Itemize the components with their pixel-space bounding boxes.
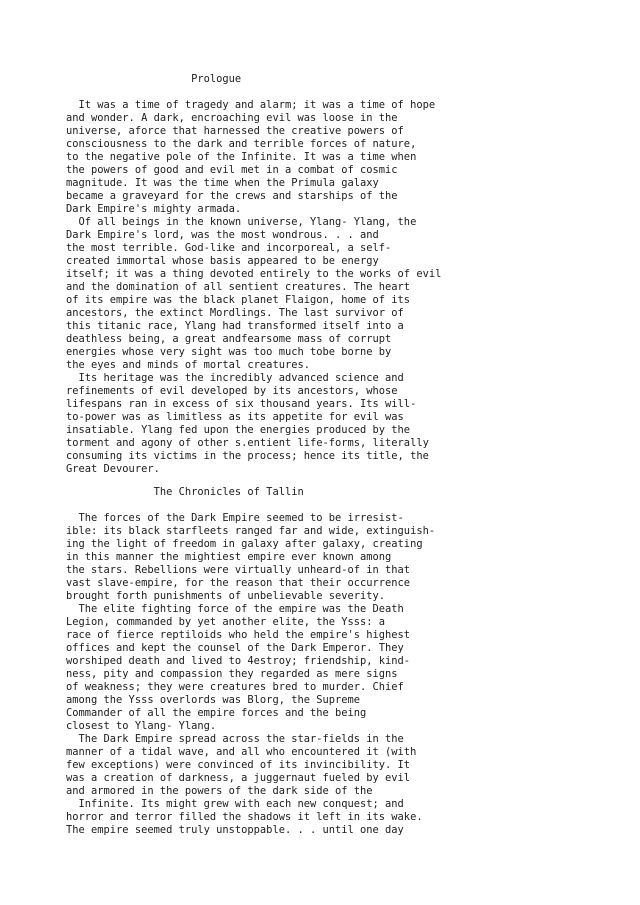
text-line: itself; it was a thing devoted entirely to the works of evil (66, 268, 442, 280)
text-line: deathless being, a great andfearsome mass of corrupt (66, 333, 392, 345)
text-line: of its empire was the black planet Flaigon, home of its (66, 294, 411, 306)
text-line: among the Ysss overlords was Blorg, the Supreme (66, 694, 361, 706)
text-line: Of all beings in the known universe, Ylang- Ylang, the (66, 216, 417, 228)
text-line: ancestors, the extinct Mordlings. The last survivor of (66, 307, 404, 319)
text-line: The empire seemed truly unstoppable. . . until one day (66, 824, 404, 836)
text-line: manner of a tidal wave, and all who encountered it (with (66, 746, 417, 758)
text-line: It was a time of tragedy and alarm; it was a time of hope (66, 99, 436, 111)
text-line: Great Devourer. (66, 463, 160, 475)
text-line: Legion, commanded by yet another elite, the Ysss: a (66, 616, 386, 628)
text-line: consciousness to the dark and terrible forces of nature, (66, 138, 417, 150)
text-line: ing the light of freedom in galaxy after galaxy, creating (66, 538, 423, 550)
text-line: consuming its victims in the process; hence its title, the (66, 450, 429, 462)
text-line: of weakness; they were creatures bred to murder. Chief (66, 681, 404, 693)
text-line: and armored in the powers of the dark side of the (66, 785, 373, 797)
text-line: Commander of all the empire forces and the being (66, 707, 367, 719)
text-line: brought forth punishments of unbelievable severity. (66, 590, 386, 602)
text-line: The elite fighting force of the empire was the Death (66, 603, 404, 615)
prologue-heading: Prologue (66, 73, 242, 85)
text-line: in this manner the mightiest empire ever known among (66, 551, 392, 563)
text-line: Its heritage was the incredibly advanced science and (66, 372, 404, 384)
text-line: lifespans ran in excess of six thousand years. Its will- (66, 398, 417, 410)
text-line: Infinite. Its might grew with each new conquest; and (66, 798, 404, 810)
text-line: and the domination of all sentient creatures. The heart (66, 281, 411, 293)
text-line: torment and agony of other s.entient life-forms, literally (66, 437, 429, 449)
text-line: the stars. Rebellions were virtually unheard-of in that (66, 564, 411, 576)
text-line: Dark Empire's mighty armada. (66, 203, 242, 215)
text-line: worshiped death and lived to 4estroy; friendship, kind- (66, 655, 411, 667)
text-line: and wonder. A dark, encroaching evil was loose in the (66, 112, 398, 124)
text-line: ness, pity and compassion they regarded as mere signs (66, 668, 398, 680)
text-line: became a graveyard for the crews and starships of the (66, 190, 398, 202)
text-line: to the negative pole of the Infinite. It was a time when (66, 151, 417, 163)
text-line: magnitude. It was the time when the Primula galaxy (66, 177, 379, 189)
text-line: the eyes and minds of mortal creatures. (66, 359, 310, 371)
text-line: created immortal whose basis appeared to be energy (66, 255, 379, 267)
text-line: Dark Empire's lord, was the most wondrous. . . and (66, 229, 379, 241)
text-line: horror and terror filled the shadows it left in its wake. (66, 811, 423, 823)
text-line: insatiable. Ylang fed upon the energies produced by the (66, 424, 411, 436)
text-line: the powers of good and evil met in a combat of cosmic (66, 164, 398, 176)
text-line: this titanic race, Ylang had transformed itself into a (66, 320, 404, 332)
text-line: closest to Ylang- Ylang. (66, 720, 217, 732)
text-line: to-power was as limitless as its appetite for evil was (66, 411, 404, 423)
text-line: the most terrible. God-like and incorporeal, a self- (66, 242, 392, 254)
text-line: universe, aforce that harnessed the creative powers of (66, 125, 404, 137)
text-line: vast slave-empire, for the reason that their occurrence (66, 577, 411, 589)
text-line: offices and kept the counsel of the Dark Emperor. They (66, 642, 404, 654)
text-line: The forces of the Dark Empire seemed to be irresist- (66, 512, 404, 524)
chronicles-heading: The Chronicles of Tallin (66, 486, 304, 498)
text-line: few exceptions) were convinced of its invincibility. It (66, 759, 411, 771)
text-line: ible: its black starfleets ranged far and wide, extinguish- (66, 525, 436, 537)
text-line: race of fierce reptiloids who held the empire's highest (66, 629, 411, 641)
text-line: refinements of evil developed by its ancestors, whose (66, 385, 398, 397)
text-line: energies whose very sight was too much tobe borne by (66, 346, 392, 358)
text-line: The Dark Empire spread across the star-fields in the (66, 733, 404, 745)
text-line: was a creation of darkness, a juggernaut fueled by evil (66, 772, 411, 784)
